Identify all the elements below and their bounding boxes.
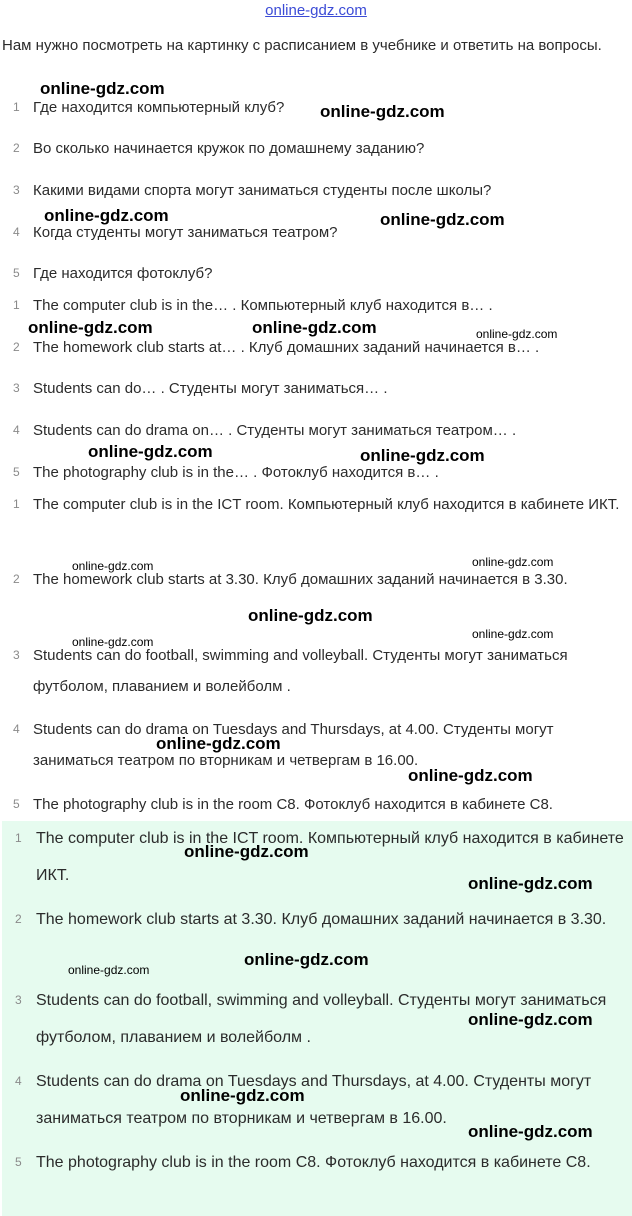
answer-text: The homework club starts at 3.30. Клуб домашних заданий начинается в 3.30. (33, 571, 568, 588)
watermark: online-gdz.com (28, 318, 153, 337)
watermark: online-gdz.com (180, 1086, 305, 1105)
watermark: online-gdz.com (156, 734, 281, 753)
item-number: 1 (13, 298, 20, 312)
watermark: online-gdz.com (248, 606, 373, 625)
watermark: online-gdz.com (72, 559, 154, 573)
answer-text: The homework club starts at 3.30. Клуб домашних заданий начинается в 3.30. (36, 911, 607, 928)
item-number: 2 (13, 141, 20, 155)
answer-text: The computer club is in the ICT room. Компьютерный клуб находится в кабинете ИКТ. (36, 830, 624, 884)
template-text: The homework club starts at… . Клуб домашних заданий начинается в… . (33, 339, 540, 356)
watermark: online-gdz.com (72, 635, 154, 649)
item-number: 4 (13, 722, 20, 736)
question-text: Где находится фотоклуб? (33, 265, 213, 282)
intro-text: Нам нужно посмотреть на картинку с расписанием в учебнике и ответить на вопросы. (2, 37, 602, 54)
item-number: 3 (15, 993, 22, 1007)
watermark: online-gdz.com (184, 842, 309, 861)
answer-text: The photography club is in the room C8. Фотоклуб находится в кабинете C8. (36, 1154, 591, 1171)
item-number: 2 (13, 572, 20, 586)
item-number: 1 (13, 100, 20, 114)
item-number: 4 (13, 423, 20, 437)
template-text: The photography club is in the… . Фотоклуб находится в… . (33, 464, 439, 481)
question-text: Где находится компьютерный клуб? (33, 99, 285, 116)
item-number: 4 (15, 1074, 22, 1088)
item-number: 1 (15, 831, 22, 845)
template-text: The computer club is in the… . Компьютерный клуб находится в… . (33, 297, 493, 314)
watermark: online-gdz.com (476, 327, 558, 341)
item-number: 1 (13, 497, 20, 511)
watermark: online-gdz.com (380, 210, 505, 229)
watermark: online-gdz.com (468, 1122, 593, 1141)
answer-text: The computer club is in the ICT room. Компьютерный клуб находится в кабинете ИКТ. (33, 496, 620, 513)
item-number: 5 (13, 465, 20, 479)
item-number: 4 (13, 225, 20, 239)
answer-text: Students can do drama on Tuesdays and Thursdays, at 4.00. Студенты могут заниматься театром по вторникам и четвергам в 16.00. (33, 721, 554, 769)
item-number: 5 (15, 1155, 22, 1169)
watermark: online-gdz.com (472, 627, 554, 641)
answer-text: The photography club is in the room C8. Фотоклуб находится в кабинете C8. (33, 796, 553, 813)
item-number: 2 (15, 912, 22, 926)
watermark: online-gdz.com (40, 79, 165, 98)
watermark: online-gdz.com (88, 442, 213, 461)
answer-text: Students can do football, swimming and volleyball. Студенты могут заниматься футболом, плаванием и волейболм . (36, 992, 607, 1046)
watermark: online-gdz.com (252, 318, 377, 337)
watermark: online-gdz.com (360, 446, 485, 465)
question-text: Какими видами спорта могут заниматься студенты после школы? (33, 182, 492, 199)
answer-text: Students can do drama on Tuesdays and Thursdays, at 4.00. Студенты могут заниматься театром по вторникам и четвергам в 16.00. (36, 1073, 592, 1127)
watermark: online-gdz.com (244, 950, 369, 969)
answer-text: Students can do football, swimming and volleyball. Студенты могут заниматься футболом, плаванием и волейболм . (33, 647, 568, 695)
item-number: 2 (13, 340, 20, 354)
item-number: 3 (13, 648, 20, 662)
item-number: 5 (13, 797, 20, 811)
watermark: online-gdz.com (408, 766, 533, 785)
question-text: Когда студенты могут заниматься театром? (33, 224, 338, 241)
template-text: Students can do… . Студенты могут заниматься… . (33, 380, 388, 397)
watermark: online-gdz.com (68, 963, 150, 977)
item-number: 5 (13, 266, 20, 280)
watermark: online-gdz.com (468, 874, 593, 893)
item-number: 3 (13, 183, 20, 197)
watermark: online-gdz.com (472, 555, 554, 569)
template-text: Students can do drama on… . Студенты могут заниматься театром… . (33, 422, 517, 439)
watermark: online-gdz.com (468, 1010, 593, 1029)
watermark: online-gdz.com (320, 102, 445, 121)
watermark: online-gdz.com (44, 206, 169, 225)
item-number: 3 (13, 381, 20, 395)
site-link[interactable]: online-gdz.com (265, 2, 367, 19)
question-text: Во сколько начинается кружок по домашнему заданию? (33, 140, 425, 157)
